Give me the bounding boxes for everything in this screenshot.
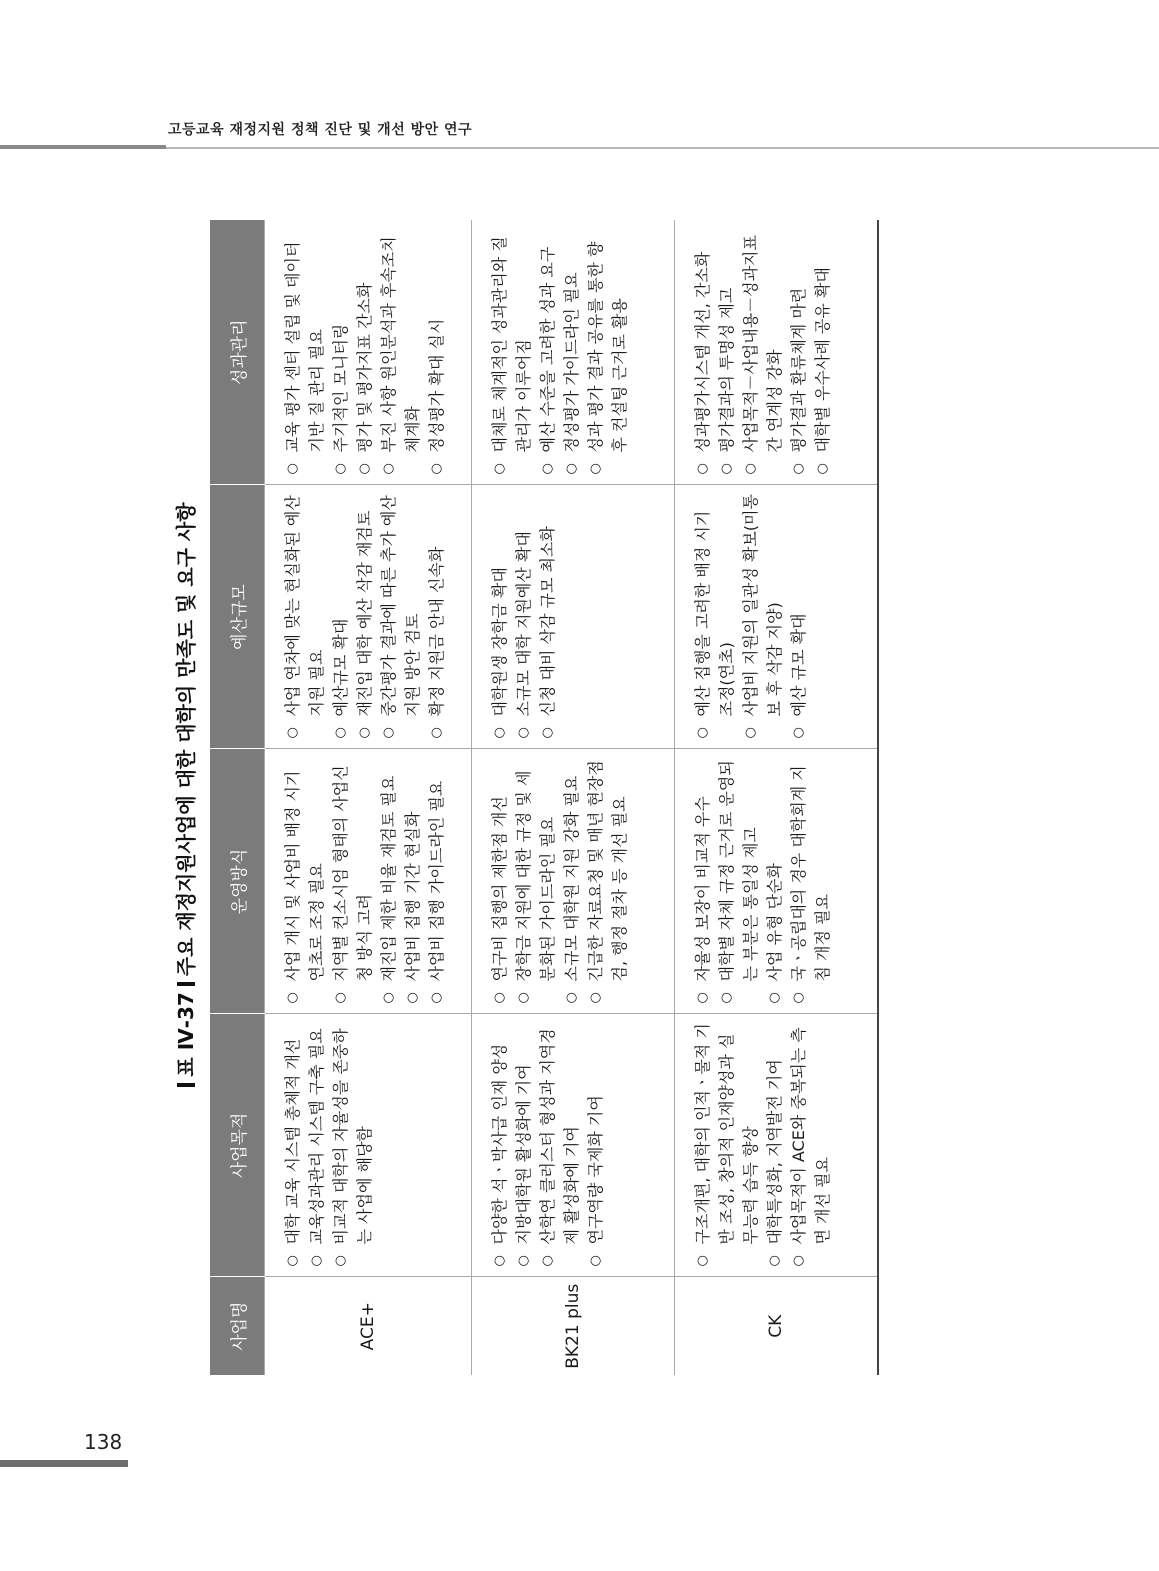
list-item: ○ 사업비 집행 기간 현실화 — [401, 758, 425, 1004]
running-header: 고등교육 재정지원 정책 진단 및 개선 방안 연구 — [168, 122, 473, 138]
cell-operation — [265, 749, 472, 1014]
cell-purpose — [265, 1014, 472, 1277]
footer-bar — [0, 1460, 128, 1467]
list-item: ○ 긴급한 자료요청 및 매년 현장점검, 행정 절차 등 개선 필요 — [584, 758, 632, 1004]
cell-budget — [265, 485, 472, 749]
list-item: ○ 지방대학원 활성화에 기여 — [512, 1023, 536, 1267]
list-item: ○ 사업 개시 및 사업비 배정 시기 연초로 조정 필요 — [281, 758, 329, 1004]
header-operation: 운영방식 — [210, 749, 265, 1014]
list-item: ○ 예산 수준을 고려한 성과 요구 — [536, 228, 560, 475]
bullet-list — [691, 1023, 835, 1267]
table-row — [472, 220, 675, 1375]
caption-label: 표 Ⅳ-37 — [174, 992, 198, 1077]
list-item: ○ 비교적 대학의 자율성을 존중하는 사업에 해당함 — [329, 1023, 377, 1267]
bullet-list — [488, 494, 560, 739]
list-item: ○ 산학연 클러스터 형성과 지역경제 활성화에 기여 — [536, 1023, 584, 1267]
header-name: 사업명 — [210, 1277, 265, 1375]
list-item: ○ 대학별 우수사례 공유 확대 — [811, 228, 835, 475]
list-item: ○ 주기적인 모니터링 — [329, 228, 353, 475]
list-item: ○ 대학 교육 시스템 총체적 개선 — [281, 1023, 305, 1267]
cell-purpose — [472, 1014, 675, 1277]
cell-operation — [675, 749, 879, 1014]
cell-budget — [675, 485, 879, 749]
bullet-list — [488, 228, 632, 475]
table-row — [675, 220, 879, 1375]
table-header-row — [210, 220, 265, 1375]
cell-performance — [675, 220, 879, 485]
list-item: ○ 대학특성화, 지역발전 기여 — [763, 1023, 787, 1267]
list-item: ○ 다양한 석ㆍ박사급 인재 양성 — [488, 1023, 512, 1267]
cell-budget — [472, 485, 675, 749]
list-item: ○ 국ㆍ공립대의 경우 대학회계 지침 개정 필요 — [787, 758, 835, 1004]
bullet-list — [691, 758, 835, 1004]
bullet-list — [691, 494, 811, 739]
bullet-list — [488, 1023, 608, 1267]
program-name: BK21 plus — [472, 1277, 675, 1375]
bullet-list — [488, 758, 632, 1004]
list-item: ○ 소규모 대학 지원예산 확대 — [512, 494, 536, 739]
list-item: ○ 대학원생 장학금 확대 — [488, 494, 512, 739]
program-name: CK — [675, 1277, 879, 1375]
list-item: ○ 재진입 대학 예산 삭감 재검토 — [353, 494, 377, 739]
cell-purpose — [675, 1014, 879, 1277]
header-purpose: 사업목적 — [210, 1014, 265, 1277]
satisfaction-table — [210, 220, 879, 1375]
caption-title: 주요 재정지원사업에 대한 대학의 만족도 및 요구 사항 — [174, 502, 198, 977]
list-item: ○ 연구비 집행의 제한점 개선 — [488, 758, 512, 1004]
list-item: ○ 정성평가 확대 실시 — [425, 228, 449, 475]
list-item: ○ 사업 유형 단순화 — [763, 758, 787, 1004]
caption-bar-right — [177, 982, 195, 986]
header-budget: 예산규모 — [210, 485, 265, 749]
header-rule — [0, 147, 1159, 149]
caption-bar-left — [177, 1083, 195, 1087]
list-item: ○ 확정 지원금 안내 신속화 — [425, 494, 449, 739]
list-item: ○ 신청 대비 삭감 규모 최소화 — [536, 494, 560, 739]
list-item: ○ 사업비 집행 가이드라인 필요 — [425, 758, 449, 1004]
list-item: ○ 대학별 자체 규정 근거로 운영되는 부분은 통일성 제고 — [715, 758, 763, 1004]
list-item: ○ 정성평가 가이드라인 필요 — [560, 228, 584, 475]
list-item: ○ 대체로 체계적인 성과관리와 질 관리가 이루어짐 — [488, 228, 536, 475]
bullet-list — [281, 228, 449, 475]
list-item: ○ 소규모 대학원 지원 강화 필요 — [560, 758, 584, 1004]
list-item: ○ 교육 평가 센터 설립 및 데이터 기반 질 관리 필요 — [281, 228, 329, 475]
bullet-list — [281, 494, 449, 739]
bullet-list — [281, 758, 449, 1004]
list-item: ○ 예산 집행을 고려한 배정 시기 조정(연초) — [691, 494, 739, 739]
list-item: ○ 성과 평가 결과 공유를 통한 향후 컨설팅 근거로 활용 — [584, 228, 632, 475]
cell-performance — [265, 220, 472, 485]
header-performance: 성과관리 — [210, 220, 265, 485]
list-item: ○ 평가결과 환류체계 마련 — [787, 228, 811, 475]
table-row — [265, 220, 472, 1375]
list-item: ○ 지역별 컨소시엄 형태의 사업신청 방식 고려 — [329, 758, 377, 1004]
list-item: ○ 사업비 지원의 일관성 확보(미통보 후 삭감 지양) — [739, 494, 787, 739]
list-item: ○ 재진입 제한 비율 재검토 필요 — [377, 758, 401, 1004]
list-item: ○ 예산 규모 확대 — [787, 494, 811, 739]
bullet-list — [281, 1023, 377, 1267]
rotated-table-block — [170, 220, 910, 1375]
header-rule-accent — [0, 145, 166, 149]
bullet-list — [691, 228, 835, 475]
list-item: ○ 예산규모 확대 — [329, 494, 353, 739]
list-item: ○ 사업목적－사업내용－성과지표 간 연계성 강화 — [739, 228, 787, 475]
list-item: ○ 부진 사항 원인분석과 후속조치 체계화 — [377, 228, 425, 475]
list-item: ○ 평가결과의 투명성 제고 — [715, 228, 739, 475]
cell-operation — [472, 749, 675, 1014]
table-caption — [170, 220, 198, 1375]
program-name: ACE+ — [265, 1277, 472, 1375]
list-item: ○ 자율성 보장이 비교적 우수 — [691, 758, 715, 1004]
list-item: ○ 교육성과관리 시스템 구축 필요 — [305, 1023, 329, 1267]
list-item: ○ 장학금 지원에 대한 규정 및 세분화된 가이드라인 필요 — [512, 758, 560, 1004]
list-item: ○ 평가 및 평가지표 간소화 — [353, 228, 377, 475]
list-item: ○ 구조개편, 대학의 인적ㆍ물적 기반 조성, 창의적 인재양성과 실무능력 습득 향상 — [691, 1023, 763, 1267]
list-item: ○ 성과평가시스템 개선, 간소화 — [691, 228, 715, 475]
list-item: ○ 중간평가 결과에 따른 추가 예산 지원 방안 검토 — [377, 494, 425, 739]
cell-performance — [472, 220, 675, 485]
list-item: ○ 사업목적이 ACE와 중복되는 측면 개선 필요 — [787, 1023, 835, 1267]
page-number: 138 — [84, 1430, 123, 1454]
list-item: ○ 사업 연차에 맞는 현실화된 예산 지원 필요 — [281, 494, 329, 739]
list-item: ○ 연구역량 국제화 기여 — [584, 1023, 608, 1267]
